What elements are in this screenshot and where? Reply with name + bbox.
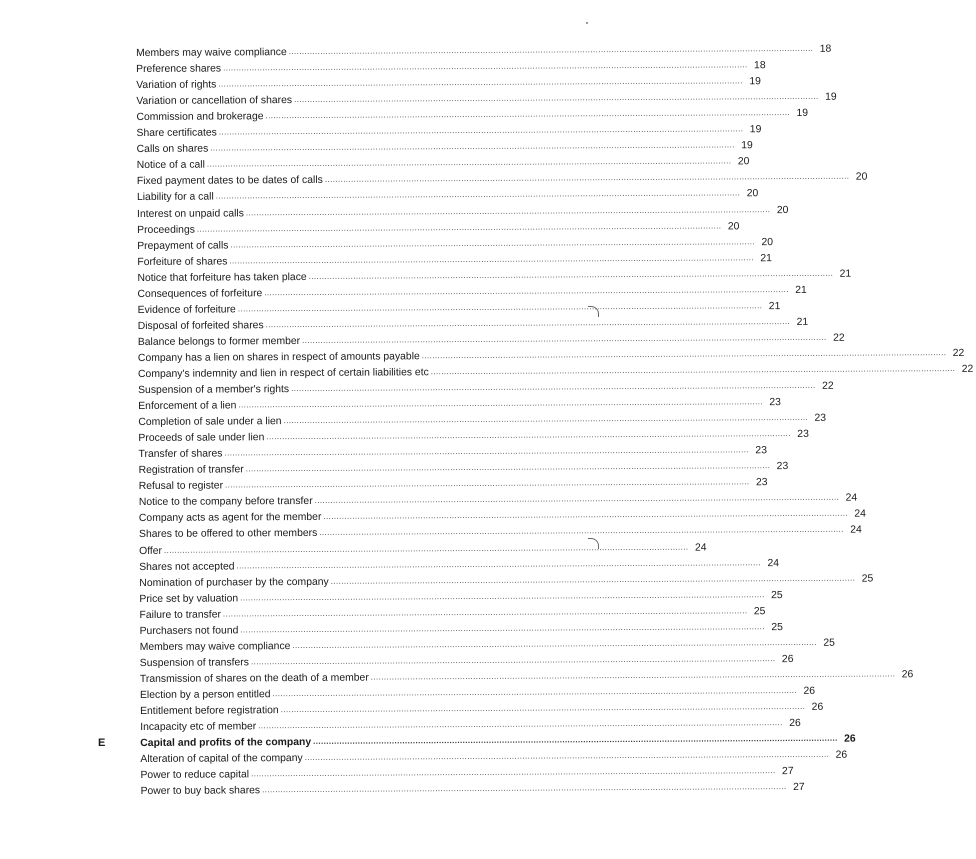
toc-leader-dots: ........................................................................................................................................................................................................ <box>280 701 806 715</box>
toc-leader-dots: ........................................................................................................................................................................................................ <box>245 204 771 217</box>
toc-leader-dots: ........................................................................................................................................................................................................ <box>324 172 850 185</box>
toc-entry-title: Completion of sale under a lien <box>138 416 282 429</box>
toc-leader-dots: ........................................................................................................................................................................................................ <box>313 733 838 746</box>
toc-leader-dots: ........................................................................................................................................................................................................ <box>266 429 791 442</box>
toc-leader-dots: ........................................................................................................................................................................................................ <box>215 188 741 201</box>
toc-entry-title: Alteration of capital of the company <box>140 753 303 766</box>
toc-entry-page: 19 <box>749 76 761 88</box>
toc-entry-title: Balance belongs to former member <box>137 335 301 348</box>
toc-entry-title: Notice that forfeiture has taken place <box>137 271 307 284</box>
toc-entry-title: Incapacity etc of member <box>140 721 257 734</box>
toc-leader-dots: ........................................................................................................................................................................................................ <box>304 749 830 763</box>
toc-entry-title: Variation of rights <box>136 79 217 92</box>
toc-entry-page: 19 <box>741 140 753 152</box>
toc-entry-title: Disposal of forfeited shares <box>137 320 264 332</box>
toc-entry-title: Transmission of shares on the death of a member <box>139 672 369 685</box>
toc-leader-dots: ........................................................................................................................................................................................................ <box>314 493 840 506</box>
toc-entry-title: Enforcement of a lien <box>138 400 237 413</box>
toc-leader-dots: ........................................................................................................................................................................................................ <box>430 363 956 377</box>
toc-entry-page: 23 <box>769 397 781 409</box>
toc-entry-title: Share certificates <box>136 127 217 140</box>
toc-entry-title: Proceeds of sale under lien <box>138 432 265 445</box>
toc-entry-page: 25 <box>771 589 783 601</box>
toc-entry-page: 21 <box>839 268 852 280</box>
toc-entry-page: 25 <box>771 621 783 633</box>
toc-entry-page: 20 <box>761 236 774 248</box>
toc-entry-title: Offer <box>139 545 163 557</box>
toc-entry-page: 20 <box>855 171 868 184</box>
toc-entry-title: Prepayment of calls <box>137 240 229 252</box>
toc-entry-title: Shares to be offered to other members <box>138 528 318 541</box>
toc-entry-title: Price set by valuation <box>139 593 239 605</box>
toc-entry-page: 23 <box>776 461 789 473</box>
toc-leader-dots: ........................................................................................................................................................................................................ <box>421 347 947 361</box>
toc-leader-dots: ........................................................................................................................................................................................................ <box>288 43 814 57</box>
toc-leader-dots: ........................................................................................................................................................................................................ <box>210 140 735 153</box>
toc-entry-page: 22 <box>961 363 974 375</box>
toc-entry-page: 27 <box>781 766 794 778</box>
toc-leader-dots: ........................................................................................................................................................................................................ <box>223 60 748 73</box>
toc-entry-title: Failure to transfer <box>139 609 221 621</box>
toc-leader-dots: ........................................................................................................................................................................................................ <box>265 108 791 121</box>
toc-entry-title: Suspension of transfers <box>139 657 249 669</box>
toc-leader-dots: ........................................................................................................................................................................................................ <box>250 653 776 667</box>
toc-entry-title: Calls on shares <box>136 143 209 156</box>
toc-entry-page: 24 <box>850 525 862 537</box>
scan-artifact-mark <box>588 538 599 549</box>
toc-entry-title: Registration of transfer <box>138 464 244 477</box>
toc-entry-title: Purchasers not found <box>139 625 239 637</box>
toc-leader-dots: ........................................................................................................................................................................................................ <box>206 156 732 169</box>
toc-entry-page: 25 <box>823 637 835 649</box>
toc-entry-title: Power to reduce capital <box>140 769 250 782</box>
toc-leader-dots: ........................................................................................................................................................................................................ <box>251 766 776 779</box>
toc-entry-page: 26 <box>803 685 816 697</box>
toc-entry-title: Power to buy back shares <box>140 785 261 798</box>
toc-entry-page: 24 <box>767 557 780 569</box>
toc-leader-dots: ........................................................................................................................................................................................................ <box>291 380 816 394</box>
toc-leader-dots: ........................................................................................................................................................................................................ <box>245 461 771 474</box>
toc-leader-dots: ........................................................................................................................................................................................................ <box>229 252 754 266</box>
toc-entry-page: 19 <box>796 108 809 120</box>
toc-entry-page: 26 <box>844 733 856 745</box>
toc-entry-title: Commission and brokerage <box>136 111 264 124</box>
toc-leader-dots: ........................................................................................................................................................................................................ <box>308 268 834 281</box>
toc-entry-page: 26 <box>789 717 801 730</box>
toc-entry-title: Transfer of shares <box>138 448 223 461</box>
toc-leader-dots: ........................................................................................................................................................................................................ <box>230 236 756 250</box>
toc-section-title: Capital and profits of the company <box>140 737 312 750</box>
scan-artifact-dot <box>586 22 588 24</box>
toc-entry-page: 20 <box>737 156 750 168</box>
toc-entry-title: Election by a person entitled <box>139 689 271 701</box>
toc-entry-page: 25 <box>861 573 874 585</box>
toc-leader-dots: ........................................................................................................................................................................................................ <box>258 718 783 731</box>
toc-entry-title: Members may waive compliance <box>136 47 287 60</box>
toc-entry-title: Evidence of forfeiture <box>137 304 236 316</box>
toc-entry-page: 21 <box>760 252 772 264</box>
toc-leader-dots: ........................................................................................................................................................................................................ <box>294 92 819 105</box>
toc-entry-title: Company's indemnity and lien in respect of certain liabilities etc <box>137 367 429 380</box>
toc-entry-page: 21 <box>795 284 807 296</box>
table-of-contents <box>136 41 974 798</box>
toc-leader-dots: ........................................................................................................................................................................................................ <box>238 397 763 410</box>
toc-leader-dots: ........................................................................................................................................................................................................ <box>265 316 791 330</box>
toc-entry-page: 26 <box>835 749 848 761</box>
toc-entry-page: 20 <box>776 204 789 216</box>
toc-entry-title: Fixed payment dates to be dates of calls <box>136 175 323 188</box>
toc-leader-dots: ........................................................................................................................................................................................................ <box>264 284 789 297</box>
toc-entry-title: Members may waive compliance <box>139 640 291 653</box>
toc-entry-title: Notice to the company before transfer <box>138 496 313 509</box>
toc-entry-page: 21 <box>768 300 781 312</box>
toc-leader-dots: ........................................................................................................................................................................................................ <box>240 589 765 603</box>
toc-leader-dots: ........................................................................................................................................................................................................ <box>224 477 750 490</box>
toc-entry-title: Variation or cancellation of shares <box>136 95 293 108</box>
toc-entry-page: 21 <box>796 316 809 328</box>
toc-entry-page: 26 <box>781 653 794 665</box>
toc-entry-title: Preference shares <box>136 63 222 76</box>
toc-entry-page: 26 <box>901 669 914 681</box>
toc-leader-dots: ........................................................................................................................................................................................................ <box>330 573 856 586</box>
toc-entry-page: 27 <box>793 782 805 794</box>
toc-entry-title: Notice of a call <box>136 159 205 172</box>
toc-entry-title: Company acts as agent for the member <box>138 512 322 525</box>
toc-leader-dots: ........................................................................................................................................................................................................ <box>240 621 765 635</box>
toc-entry-title: Proceedings <box>137 224 195 236</box>
toc-leader-dots: ........................................................................................................................................................................................................ <box>262 782 787 795</box>
toc-entry-page: 24 <box>694 542 707 554</box>
toc-entry-title: Consequences of forfeiture <box>137 287 263 300</box>
toc-entry-page: 18 <box>753 60 766 72</box>
toc-leader-dots: ........................................................................................................................................................................................................ <box>218 124 744 137</box>
section-letter: E <box>98 737 106 749</box>
toc-leader-dots: ........................................................................................................................................................................................................ <box>224 445 749 458</box>
toc-entry-page: 20 <box>746 188 759 200</box>
toc-entry-page: 24 <box>854 508 866 521</box>
toc-leader-dots: ........................................................................................................................................................................................................ <box>323 509 848 522</box>
toc-leader-dots: ........................................................................................................................................................................................................ <box>370 669 896 682</box>
toc-entry-page: 24 <box>845 492 858 505</box>
toc-leader-dots: ........................................................................................................................................................................................................ <box>292 637 817 650</box>
toc-entry-title: Refusal to register <box>138 480 224 493</box>
toc-entry-title: Entitlement before registration <box>140 705 279 717</box>
toc-entry-page: 26 <box>811 701 824 713</box>
toc-leader-dots: ........................................................................................................................................................................................................ <box>272 685 798 699</box>
toc-entry-title: Nomination of purchaser by the company <box>139 576 329 589</box>
toc-leader-dots: ........................................................................................................................................................................................................ <box>302 332 827 345</box>
toc-entry-title: Suspension of a member's rights <box>138 384 290 397</box>
toc-entry-page: 23 <box>797 429 809 441</box>
toc-leader-dots: ........................................................................................................................................................................................................ <box>319 525 844 538</box>
toc-leader-dots: ........................................................................................................................................................................................................ <box>237 300 763 314</box>
toc-entry-page: 20 <box>727 220 740 232</box>
toc-entry-page: 23 <box>755 477 768 489</box>
toc-entry-page: 25 <box>753 605 766 617</box>
toc-entry-page: 22 <box>952 347 965 359</box>
toc-entry-title: Interest on unpaid calls <box>137 207 244 220</box>
toc-leader-dots: ........................................................................................................................................................................................................ <box>196 220 722 234</box>
toc-entry-page: 19 <box>825 91 837 103</box>
toc-leader-dots: ........................................................................................................................................................................................................ <box>218 76 743 89</box>
toc-entry-page: 23 <box>814 412 827 424</box>
toc-entry-page: 18 <box>819 43 832 55</box>
toc-entry <box>140 780 805 799</box>
toc-entry-page: 23 <box>755 445 767 457</box>
toc-leader-dots: ........................................................................................................................................................................................................ <box>236 557 762 570</box>
toc-leader-dots: ........................................................................................................................................................................................................ <box>283 413 809 426</box>
toc-entry-title: Liability for a call <box>136 191 214 204</box>
toc-entry-title: Shares not accepted <box>139 560 235 573</box>
toc-leader-dots: ........................................................................................................................................................................................................ <box>222 605 748 619</box>
toc-leader-dots: ........................................................................................................................................................................................................ <box>163 542 689 555</box>
toc-entry-title: Company has a lien on shares in respect of amounts payable <box>137 351 420 364</box>
toc-entry-page: 22 <box>833 332 845 344</box>
toc-entry-page: 22 <box>822 380 834 392</box>
toc-entry-page: 19 <box>749 124 762 136</box>
toc-entry-title: Forfeiture of shares <box>137 256 228 268</box>
